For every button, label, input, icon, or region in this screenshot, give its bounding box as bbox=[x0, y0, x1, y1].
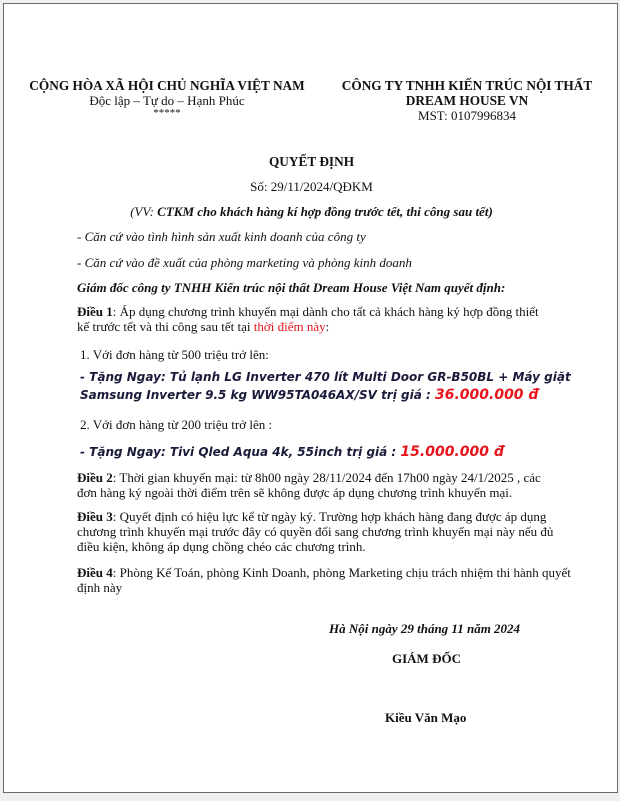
article-1-end: : bbox=[325, 319, 330, 334]
tax-code: MST: 0107996834 bbox=[418, 108, 516, 123]
company-name-line2: DREAM HOUSE VN bbox=[405, 93, 529, 108]
signer-position: GIÁM ĐỐC bbox=[392, 651, 461, 666]
country-title: CỘNG HÒA XÃ HỘI CHỦ NGHĨA VIỆT NAM bbox=[29, 78, 305, 93]
article-4 bbox=[77, 565, 577, 595]
decision-subject bbox=[4, 204, 619, 220]
decision-title: QUYẾT ĐỊNH bbox=[268, 154, 355, 169]
company-header bbox=[322, 78, 612, 123]
article-3-line2: chương trình khuyến mại trước đây có quyền đổi sang chương trình khuyến mại này nếu đủ bbox=[77, 524, 554, 539]
national-motto: Độc lập – Tự do – Hạnh Phúc bbox=[89, 93, 245, 108]
tier-1-heading: 1. Với đơn hàng từ 500 triệu trở lên: bbox=[80, 347, 269, 362]
place-date: Hà Nội ngày 29 tháng 11 năm 2024 bbox=[329, 621, 521, 636]
tier-1-gift-prefix: - Tặng Ngay bbox=[80, 370, 161, 384]
article-4-line2: định này bbox=[77, 580, 123, 595]
tier-1-gift-line2 bbox=[80, 387, 538, 403]
separator-stars: ***** bbox=[153, 107, 181, 119]
article-1 bbox=[77, 304, 557, 334]
basis-1: - Căn cứ vào tình hình sản xuất kinh doanh của công ty bbox=[77, 229, 366, 244]
tier-1-price: 36.000.000 đ bbox=[434, 387, 539, 403]
tier-1-gift-text2: Samsung Inverter 9.5 kg WW95TA046AX/SV trị giá : bbox=[80, 388, 435, 402]
decision-number: Số: 29/11/2024/QĐKM bbox=[250, 179, 373, 194]
article-2-line2: đơn hàng ký ngoài thời điểm trên sẽ không được áp dụng chương trình khuyến mại. bbox=[77, 485, 513, 500]
article-2 bbox=[77, 470, 557, 500]
subject-rest: cho khách hàng kí hợp đồng trước tết, thi công sau tết) bbox=[194, 204, 493, 219]
tier-2-heading: 2. Với đơn hàng từ 200 triệu trở lên : bbox=[80, 417, 273, 432]
director-decides: Giám đốc công ty TNHH Kiến trúc nội thất Dream House Việt Nam quyết định: bbox=[77, 280, 506, 295]
document-page bbox=[3, 3, 618, 793]
tier-1-gift-line1 bbox=[80, 370, 571, 384]
basis-2: - Căn cứ vào đề xuất của phòng marketing và phòng kinh doanh bbox=[77, 255, 412, 270]
tier-2-gift-text: : Tivi Qled Aqua 4k, 55inch trị giá : bbox=[160, 445, 401, 459]
article-3 bbox=[77, 509, 572, 554]
article-2-label: Điều 2 bbox=[77, 470, 113, 485]
signer-name: Kiều Văn Mạo bbox=[385, 710, 467, 725]
national-header bbox=[22, 78, 312, 119]
subject-bold: CTKM bbox=[157, 204, 195, 219]
article-3-line1: : Quyết định có hiệu lực kể từ ngày ký. Trường hợp khách hàng đang được áp dụng bbox=[112, 509, 547, 524]
tier-1-gift-text: : Tủ lạnh LG Inverter 470 lít Multi Door GR-B50BL + Máy giặt bbox=[160, 370, 571, 384]
article-1-highlight: thời điểm này bbox=[253, 319, 326, 334]
article-3-label: Điều 3 bbox=[77, 509, 113, 524]
tier-2-gift-prefix: - Tặng Ngay bbox=[80, 445, 161, 459]
article-4-label: Điều 4 bbox=[77, 565, 113, 580]
subject-prefix: (VV: bbox=[130, 204, 158, 219]
tier-2-gift bbox=[80, 444, 504, 460]
article-2-line1: : Thời gian khuyến mại: từ 8h00 ngày 28/11/2024 đến 17h00 ngày 24/1/2025 , các bbox=[112, 470, 541, 485]
company-name-line1: CÔNG TY TNHH KIẾN TRÚC NỘI THẤT bbox=[341, 78, 593, 93]
article-1-line2: kế trước tết và thi công sau tết tại bbox=[77, 319, 254, 334]
article-1-line1: : Áp dụng chương trình khuyến mại dành cho tất cả khách hàng ký hợp đồng thiết bbox=[112, 304, 539, 319]
article-1-label: Điều 1 bbox=[77, 304, 113, 319]
article-4-line1: : Phòng Kế Toán, phòng Kinh Doanh, phòng Marketing chịu trách nhiệm thi hành quyết bbox=[112, 565, 571, 580]
article-3-line3: điều kiện, không áp dụng chồng chéo các chương trình. bbox=[77, 539, 366, 554]
tier-2-price: 15.000.000 đ bbox=[400, 444, 504, 460]
